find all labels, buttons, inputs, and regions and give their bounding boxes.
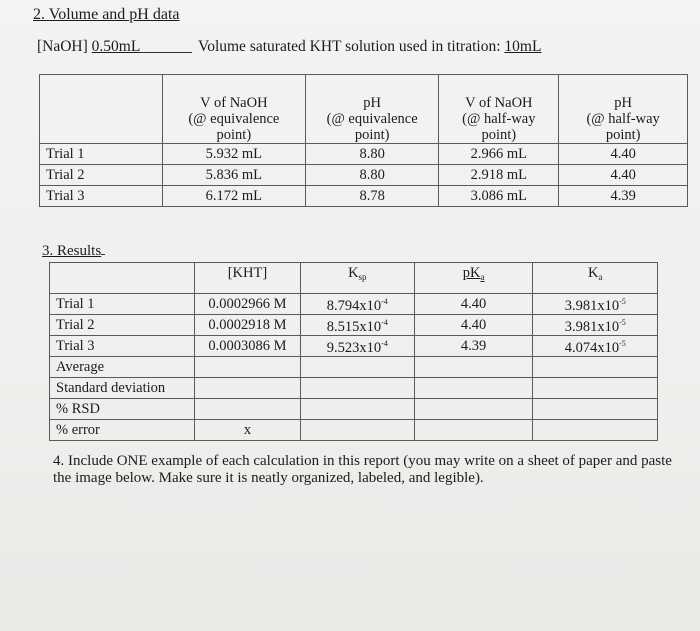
cell-ph-halfway: 4.40 — [559, 144, 688, 165]
cell-kht: 0.0002966 M — [194, 294, 300, 315]
cell-ph-halfway: 4.39 — [559, 186, 688, 207]
naoh-value: 0.50mL — [91, 38, 141, 55]
section-3-title: 3. Results — [42, 243, 105, 260]
cell-pka: 4.40 — [414, 315, 533, 336]
cell-kht-error-mark: x — [194, 420, 300, 441]
cell-ph-equivalence: 8.80 — [305, 165, 438, 186]
row-label: Trial 1 — [50, 294, 195, 315]
section-4-instructions: 4. Include ONE example of each calculation in this report (you may write on a sheet of paper and paste the image below. Make sure it is neatly organized, labeled, and legible). — [53, 453, 672, 486]
section-2-title: 2. Volume and pH data — [33, 6, 180, 23]
naoh-label: [NaOH] — [37, 38, 88, 55]
cell-ka — [533, 420, 658, 441]
row-label: Standard deviation — [50, 378, 195, 399]
cell-ka — [533, 399, 658, 420]
cell-ka — [533, 357, 658, 378]
row-label: % error — [50, 420, 195, 441]
table-row — [40, 165, 688, 186]
kht-volume-label: Volume saturated KHT solution used in titration: — [198, 38, 501, 55]
cell-v-naoh-equivalence: 5.932 mL — [162, 144, 305, 165]
results-header-row — [50, 263, 658, 294]
cell-pka — [414, 378, 533, 399]
naoh-underline-blank — [140, 52, 192, 53]
naoh-concentration — [37, 38, 192, 56]
table-row — [50, 399, 658, 420]
row-label: Trial 1 — [40, 144, 163, 165]
header-v-naoh-equivalence: V of NaOH (@ equivalence point) — [162, 75, 305, 144]
header-ka: $K_a$ — [533, 263, 658, 294]
table-row — [50, 294, 658, 315]
row-label: % RSD — [50, 399, 195, 420]
cell-kht: 0.0003086 M — [194, 336, 300, 357]
results-table — [49, 262, 658, 441]
cell-pka — [414, 399, 533, 420]
cell-ka: $4.074x10^{-5}$ — [533, 336, 658, 357]
results-header-blank — [50, 263, 195, 294]
cell-v-naoh-halfway: 2.966 mL — [439, 144, 559, 165]
row-label: Trial 3 — [50, 336, 195, 357]
kht-volume — [198, 38, 541, 56]
cell-ksp — [300, 357, 414, 378]
cell-ksp — [300, 378, 414, 399]
volume-ph-header-blank — [40, 75, 163, 144]
cell-pka — [414, 357, 533, 378]
table-row — [50, 315, 658, 336]
table-row — [50, 420, 658, 441]
cell-v-naoh-halfway: 2.918 mL — [439, 165, 559, 186]
cell-kht — [194, 399, 300, 420]
header-pka: $pK_a$ — [414, 263, 533, 294]
row-label: Trial 3 — [40, 186, 163, 207]
table-row — [50, 336, 658, 357]
cell-kht — [194, 378, 300, 399]
cell-v-naoh-equivalence: 6.172 mL — [162, 186, 305, 207]
cell-ka: $3.981x10^{-5}$ — [533, 315, 658, 336]
header-ph-halfway: pH (@ half-way point) — [559, 75, 688, 144]
cell-ph-equivalence: 8.78 — [305, 186, 438, 207]
cell-ph-halfway: 4.40 — [559, 165, 688, 186]
table-row — [40, 144, 688, 165]
row-label: Trial 2 — [50, 315, 195, 336]
volume-ph-table — [39, 74, 688, 207]
table-row — [50, 378, 658, 399]
cell-ksp — [300, 399, 414, 420]
cell-ksp: $8.515x10^{-4}$ — [300, 315, 414, 336]
cell-pka: 4.40 — [414, 294, 533, 315]
cell-pka: 4.39 — [414, 336, 533, 357]
header-ksp: $K_{sp}$ — [300, 263, 414, 294]
header-ph-equivalence: pH (@ equivalence point) — [305, 75, 438, 144]
header-kht: [KHT] — [194, 263, 300, 294]
cell-kht — [194, 357, 300, 378]
kht-volume-value: 10mL — [504, 38, 542, 55]
table-row — [40, 186, 688, 207]
cell-ka: $3.981x10^{-5}$ — [533, 294, 658, 315]
header-v-naoh-halfway: V of NaOH (@ half-way point) — [439, 75, 559, 144]
cell-kht: 0.0002918 M — [194, 315, 300, 336]
cell-pka — [414, 420, 533, 441]
cell-ksp: $8.794x10^{-4}$ — [300, 294, 414, 315]
volume-ph-header-row — [40, 75, 688, 144]
row-label: Trial 2 — [40, 165, 163, 186]
cell-ka — [533, 378, 658, 399]
cell-ksp: $9.523x10^{-4}$ — [300, 336, 414, 357]
cell-ph-equivalence: 8.80 — [305, 144, 438, 165]
table-row — [50, 357, 658, 378]
cell-ksp — [300, 420, 414, 441]
cell-v-naoh-equivalence: 5.836 mL — [162, 165, 305, 186]
cell-v-naoh-halfway: 3.086 mL — [439, 186, 559, 207]
row-label: Average — [50, 357, 195, 378]
